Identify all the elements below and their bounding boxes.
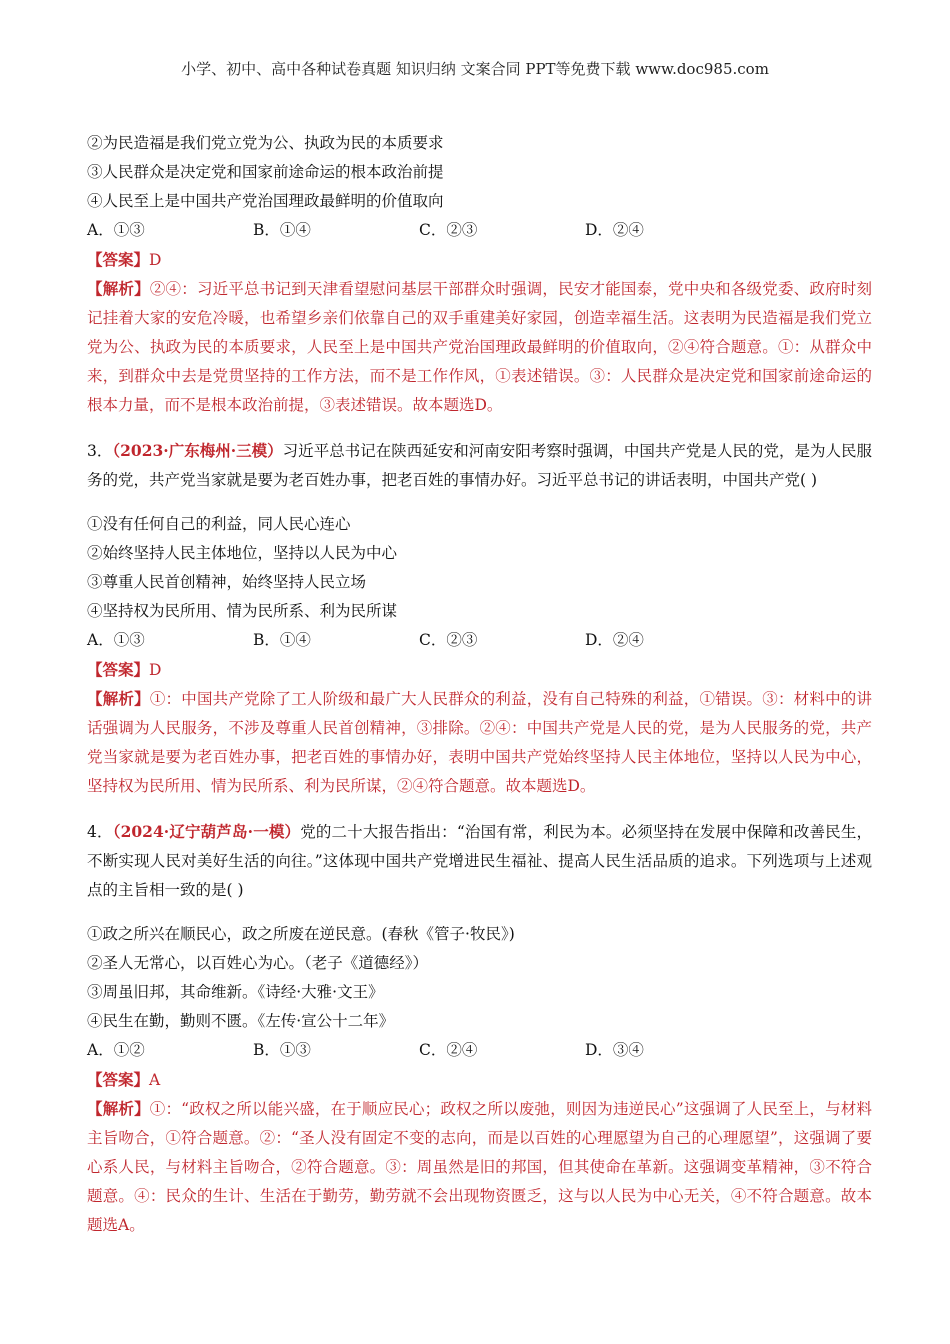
question-source: （2024·辽宁葫芦岛·一模）: [112, 821, 301, 841]
question-content: [87, 129, 872, 1240]
analysis-text: ②④：习近平总书记到天津看望慰问基层干部群众时强调，民安才能国泰，党中央和各级党委、政府时刻记挂着大家的安危冷暖，也希望乡亲们依靠自己的双手重建美好家园，创造幸福生活。这表明为民造福是我们党立党为公、执政为民的本质要求，人民至上是中国共产党治国理政最鲜明的价值取向，②④符合题意。①：从群众中来，到群众中去是党贯坚持的工作方法，而不是工作作风，①表述错误。③：人民群众是决定党和国家前途命运的根本力量，而不是根本政治前提，③表述错误。故本题选D。: [87, 280, 872, 414]
choice-item: ④人民至上是中国共产党治国理政最鲜明的价值取向: [87, 192, 444, 210]
question-text: 习近平总书记在陕西延安和河南安阳考察时强调，中国共产党是人民的党，是为人民服务的党，共产党当家就是要为老百姓办事，把老百姓的事情办好。习近平总书记的讲话表明，中国共产党( ): [87, 441, 872, 489]
option-d: D．③④: [585, 1041, 644, 1059]
choice-item: ③尊重人民首创精神，始终坚持人民立场: [87, 573, 367, 591]
choice-item: ①政之所兴在顺民心，政之所废在逆民意。(春秋《管子·牧民》): [87, 925, 515, 943]
choice-item: ②为民造福是我们党立党为公、执政为民的本质要求: [87, 134, 444, 152]
analysis-label: 【解析】: [87, 1099, 150, 1118]
question-stem: [87, 817, 872, 905]
option-b: B．①④: [253, 221, 311, 239]
analysis-paragraph: [87, 1094, 872, 1240]
answer-value: D: [149, 251, 162, 269]
question-source: （2023·广东梅州·三模）: [112, 440, 283, 460]
choice-item: ②圣人无常心，以百姓心为心。（老子《道德经》）: [87, 954, 429, 972]
question-4: [87, 817, 872, 1241]
answer-line: [87, 655, 872, 684]
choice-item: ④坚持权为民所用、情为民所系、利为民所谋: [87, 602, 398, 620]
question-3: [87, 436, 872, 802]
choice-item: ③人民群众是决定党和国家前途命运的根本政治前提: [87, 163, 444, 181]
answer-label: 【答案】: [87, 250, 150, 269]
choice-item: ①没有任何自己的利益，同人民心连心: [87, 515, 351, 533]
option-d: D．②④: [585, 221, 644, 239]
page-header: 小学、初中、高中各种试卷真题 知识归纳 文案合同 PPT等免费下载 www.doc985.com: [181, 60, 769, 78]
analysis-label: 【解析】: [87, 279, 150, 298]
analysis-paragraph: [87, 684, 872, 801]
question-number: 4．: [87, 822, 113, 841]
answer-options: [87, 626, 872, 655]
choice-item: ④民生在勤，勤则不匮。《左传·宣公十二年》: [87, 1012, 395, 1030]
option-a: A．①③: [87, 631, 145, 649]
analysis-label: 【解析】: [87, 689, 150, 708]
option-c: C．②③: [419, 221, 478, 239]
question-2: [87, 129, 872, 420]
option-b: B．①④: [253, 631, 311, 649]
answer-label: 【答案】: [87, 660, 150, 679]
answer-label: 【答案】: [87, 1070, 150, 1089]
answer-options: [87, 1036, 872, 1065]
option-a: A．①③: [87, 221, 145, 239]
analysis-paragraph: [87, 274, 872, 420]
question-stem: [87, 436, 872, 495]
analysis-text: ①：“政权之所以能兴盛，在于顺应民心；政权之所以废弛，则因为违逆民心”这强调了人民至上，与材料主旨吻合，①符合题意。②：“圣人没有固定不变的志向，而是以百姓的心理愿望为自己的心理愿望”，这强调了要心系人民，与材料主旨吻合，②符合题意。③：周虽然是旧的邦国，但其使命在革新。这强调变革精神，③不符合题意。④：民众的生计、生活在于勤劳，勤劳就不会出现物资匮乏，这与以人民为中心无关，④不符合题意。故本题选A。: [87, 1100, 872, 1234]
question-text: 党的二十大报告指出：“治国有常，利民为本。必须坚持在发展中保障和改善民生，不断实现人民对美好生活的向往。”这体现中国共产党增进民生福祉、提高人民生活品质的追求。下列选项与上述观点的主旨相一致的是( ): [87, 822, 872, 899]
answer-options: [87, 216, 872, 245]
choice-item: ②始终坚持人民主体地位，坚持以人民为中心: [87, 544, 398, 562]
answer-value: A: [149, 1071, 161, 1089]
option-a: A．①②: [87, 1041, 145, 1059]
option-c: C．②③: [419, 631, 478, 649]
option-d: D．②④: [585, 631, 644, 649]
analysis-text: ①：中国共产党除了工人阶级和最广大人民群众的利益，没有自己特殊的利益，①错误。③：材料中的讲话强调为人民服务，不涉及尊重人民首创精神，③排除。②④：中国共产党是人民的党，是为人民服务的党，共产党当家就是要为老百姓办事，把老百姓的事情办好，表明中国共产党始终坚持人民主体地位，坚持以人民为中心，坚持权为民所用、情为民所系、利为民所谋，②④符合题意。故本题选D。: [87, 690, 872, 795]
answer-line: [87, 1065, 872, 1094]
option-b: B．①③: [253, 1041, 311, 1059]
question-number: 3．: [87, 441, 113, 460]
choice-item: ③周虽旧邦，其命维新。《诗经·大雅·文王》: [87, 983, 384, 1001]
option-c: C．②④: [419, 1041, 478, 1059]
answer-line: [87, 245, 872, 274]
answer-value: D: [149, 661, 162, 679]
